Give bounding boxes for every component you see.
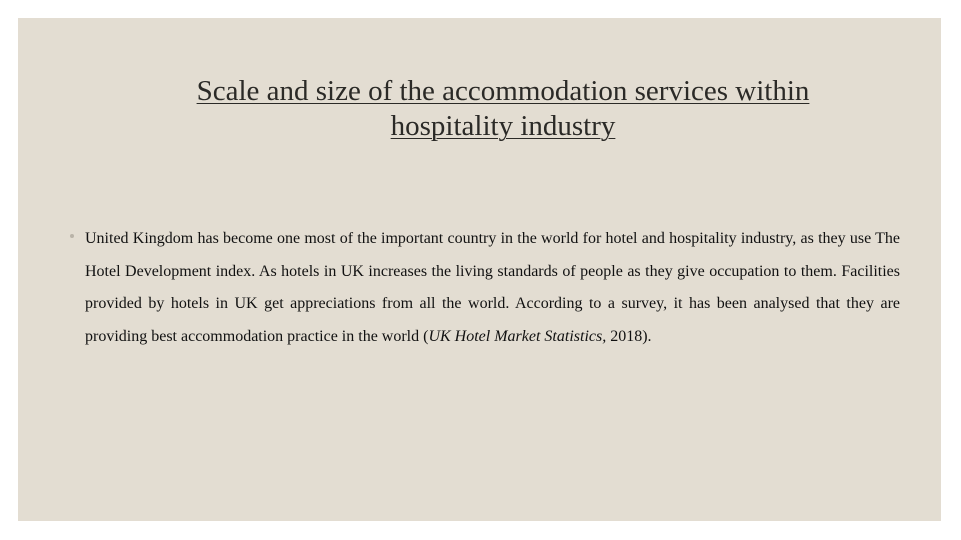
slide (18, 18, 941, 521)
bullet-text (85, 223, 900, 353)
citation-year: 2018). (606, 327, 652, 345)
bullet-text-main: United Kingdom has become one most of the important country in the world for hotel and hospitality industry, as they use The Hotel Development index. As hotels in UK increases the living standards of people as they give occupation to them. Facilities provided by hotels in UK get appreciations from all the world. According to a survey, it has been analysed that they are providing best accommodation practice in the world ( (85, 230, 900, 345)
slide-title: Scale and size of the accommodation services within hospitality industry (196, 75, 810, 142)
bullet-item (70, 223, 900, 353)
citation-title: UK Hotel Market Statistics, (428, 327, 607, 345)
bullet-dot-icon (70, 234, 74, 238)
